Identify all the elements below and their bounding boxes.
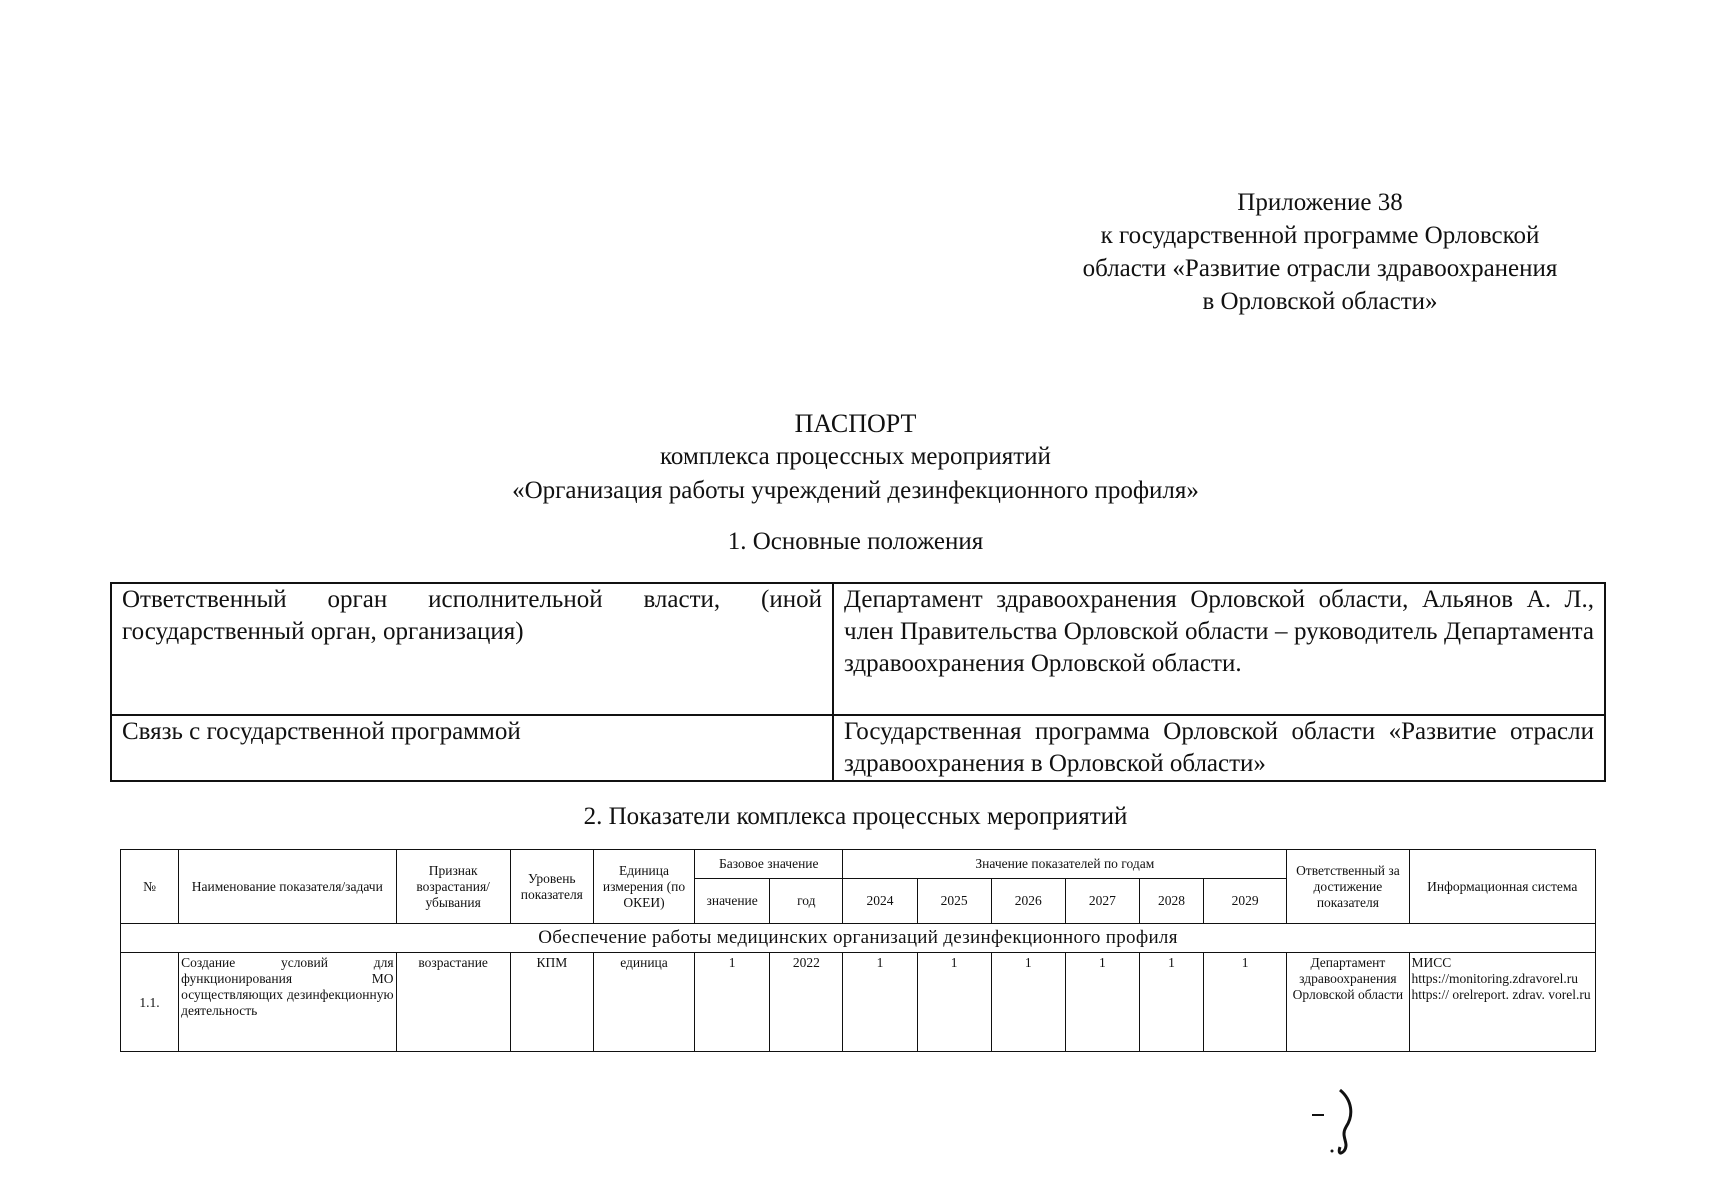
table-header-row	[121, 850, 1596, 879]
header-year: 2024	[843, 879, 917, 924]
header-year: 2027	[1065, 879, 1139, 924]
row-sign: возрастание	[396, 953, 510, 1052]
header-base: Базовое значение	[695, 850, 843, 879]
passport-subtitle-1: комплекса процессных мероприятий	[660, 443, 1051, 470]
header-name: Наименование показателя/задачи	[179, 850, 396, 924]
row-name: Создание условий для функционирования МО осуществляющих дезинфекционную деятельность	[179, 953, 396, 1052]
header-years-group: Значение показателей по годам	[843, 850, 1287, 879]
appendix-header	[1020, 186, 1620, 318]
header-level: Уровень показателя	[510, 850, 593, 924]
row-value-2029: 1	[1204, 953, 1287, 1052]
passport-title: ПАСПОРТ	[794, 409, 917, 438]
row-num: 1.1.	[121, 953, 179, 1052]
provision-label: Ответственный орган исполнительной власти, (иной государственный орган, организация)	[111, 583, 833, 715]
section-1-heading: 1. Основные положения	[727, 528, 984, 555]
header-year: 2026	[991, 879, 1065, 924]
appendix-line-3: области «Развитие отрасли здравоохранения	[1082, 255, 1558, 282]
header-year: 2028	[1139, 879, 1203, 924]
appendix-line-1: Приложение 38	[1237, 189, 1403, 216]
header-year: 2025	[917, 879, 991, 924]
row-value-2024: 1	[843, 953, 917, 1052]
header-info-system: Информационная система	[1409, 850, 1596, 924]
info-system-link[interactable]: https://monitoring.zdravorel.ru	[1411, 971, 1578, 986]
group-row	[121, 924, 1596, 953]
header-unit: Единица измерения (по ОКЕИ)	[593, 850, 694, 924]
row-value-2028: 1	[1139, 953, 1203, 1052]
section-2-heading: 2. Показатели комплекса процессных мероприятий	[583, 803, 1128, 830]
row-level: КПМ	[510, 953, 593, 1052]
signature-mark	[1310, 1085, 1370, 1160]
row-unit: единица	[593, 953, 694, 1052]
appendix-line-2: к государственной программе Орловской	[1100, 222, 1540, 249]
info-system-link[interactable]: https:// orelreport. zdrav. vorel.ru	[1411, 987, 1591, 1002]
header-year: 2029	[1204, 879, 1287, 924]
row-base-value: 1	[695, 953, 770, 1052]
info-system-name: МИСС	[1411, 955, 1452, 970]
appendix-line-4: в Орловской области»	[1202, 288, 1438, 315]
passport-subtitle-2: «Организация работы учреждений дезинфекционного профиля»	[512, 477, 1199, 504]
header-base-value: значение	[695, 879, 770, 924]
row-info-system	[1409, 953, 1596, 1052]
provision-value: Департамент здравоохранения Орловской области, Альянов А. Л., член Правительства Орловской области – руководитель Департамента здравоохранения Орловской области.	[833, 583, 1605, 715]
row-responsible: Департамент здравоохранения Орловской области	[1287, 953, 1409, 1052]
indicators-table	[120, 849, 1596, 1052]
table-row	[111, 715, 1605, 781]
row-value-2026: 1	[991, 953, 1065, 1052]
table-row	[111, 583, 1605, 715]
row-value-2027: 1	[1065, 953, 1139, 1052]
row-value-2025: 1	[917, 953, 991, 1052]
header-num: №	[121, 850, 179, 924]
header-sign: Признак возрастания/ убывания	[396, 850, 510, 924]
header-base-year: год	[770, 879, 843, 924]
main-provisions-table	[110, 582, 1606, 782]
header-responsible: Ответственный за достижение показателя	[1287, 850, 1409, 924]
row-base-year: 2022	[770, 953, 843, 1052]
provision-value: Государственная программа Орловской области «Развитие отрасли здравоохранения в Орловской области»	[833, 715, 1605, 781]
provision-label: Связь с государственной программой	[111, 715, 833, 781]
group-title: Обеспечение работы медицинских организаций дезинфекционного профиля	[121, 924, 1596, 953]
table-row	[121, 953, 1596, 1052]
